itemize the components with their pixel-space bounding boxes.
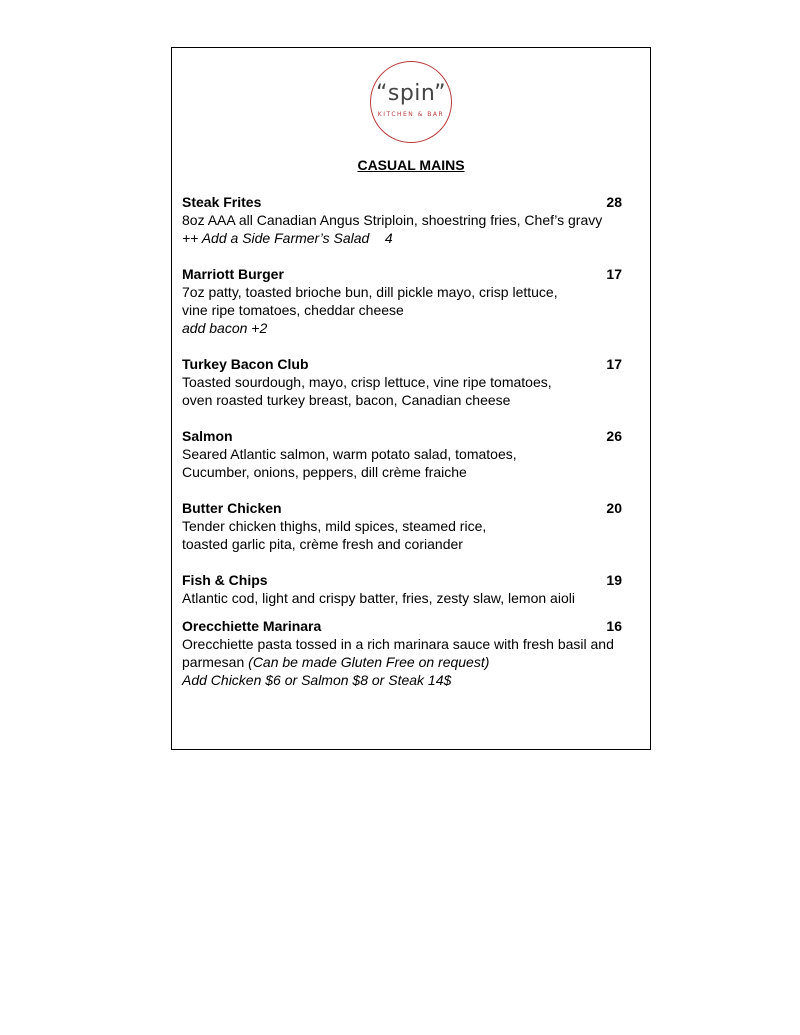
item-note: ++ Add a Side Farmer’s Salad 4	[182, 230, 393, 246]
item-name: Butter Chicken	[182, 500, 282, 516]
menu-item-turkey-bacon-club	[182, 355, 642, 409]
item-description: Atlantic cod, light and crispy batter, fries, zesty slaw, lemon aioli	[182, 590, 575, 606]
item-description: 7oz patty, toasted brioche bun, dill pickle mayo, crisp lettuce,	[182, 284, 558, 300]
item-description: Orecchiette pasta tossed in a rich marinara sauce with fresh basil and	[182, 636, 614, 652]
item-price: 20	[606, 500, 622, 516]
menu-item-fish-and-chips	[182, 571, 642, 607]
menu-item-marriott-burger	[182, 265, 642, 337]
item-price: 17	[606, 356, 622, 372]
item-price: 19	[606, 572, 622, 588]
menu-item-butter-chicken	[182, 499, 642, 553]
item-description: 8oz AAA all Canadian Angus Striploin, shoestring fries, Chef’s gravy	[182, 212, 603, 228]
item-name: Steak Frites	[182, 194, 262, 210]
item-name: Turkey Bacon Club	[182, 356, 309, 372]
item-description: vine ripe tomatoes, cheddar cheese	[182, 302, 404, 318]
logo-subtitle: KITCHEN & BAR	[377, 111, 445, 118]
menu-items	[182, 193, 642, 689]
menu-item-orecchiette-marinara	[182, 617, 642, 689]
item-note: add bacon +2	[182, 320, 268, 336]
menu-item-salmon	[182, 427, 642, 481]
logo-wordmark: “spin”	[375, 81, 447, 106]
item-description: Tender chicken thighs, mild spices, steamed rice,	[182, 518, 487, 534]
item-price: 16	[606, 618, 622, 634]
item-description-plain: parmesan	[182, 654, 249, 670]
item-name: Salmon	[182, 428, 233, 444]
item-description: Seared Atlantic salmon, warm potato salad, tomatoes,	[182, 446, 517, 462]
item-price: 28	[606, 194, 622, 210]
item-name: Orecchiette Marinara	[182, 618, 322, 634]
item-note: Add Chicken $6 or Salmon $8 or Steak 14$	[182, 672, 452, 688]
spin-logo	[370, 61, 452, 143]
item-description: Toasted sourdough, mayo, crisp lettuce, vine ripe tomatoes,	[182, 374, 552, 390]
item-name: Fish & Chips	[182, 572, 268, 588]
gluten-free-note: (Can be made Gluten Free on request)	[248, 654, 490, 670]
item-description: oven roasted turkey breast, bacon, Canadian cheese	[182, 392, 511, 408]
item-description: Cucumber, onions, peppers, dill crème fraiche	[182, 464, 467, 480]
item-description-line-2	[182, 653, 642, 671]
menu-item-steak-frites	[182, 193, 642, 247]
item-name: Marriott Burger	[182, 266, 284, 282]
menu-page	[171, 47, 651, 750]
item-price: 26	[606, 428, 622, 444]
item-description: toasted garlic pita, crème fresh and coriander	[182, 536, 463, 552]
item-price: 17	[606, 266, 622, 282]
section-title: CASUAL MAINS	[357, 157, 465, 173]
